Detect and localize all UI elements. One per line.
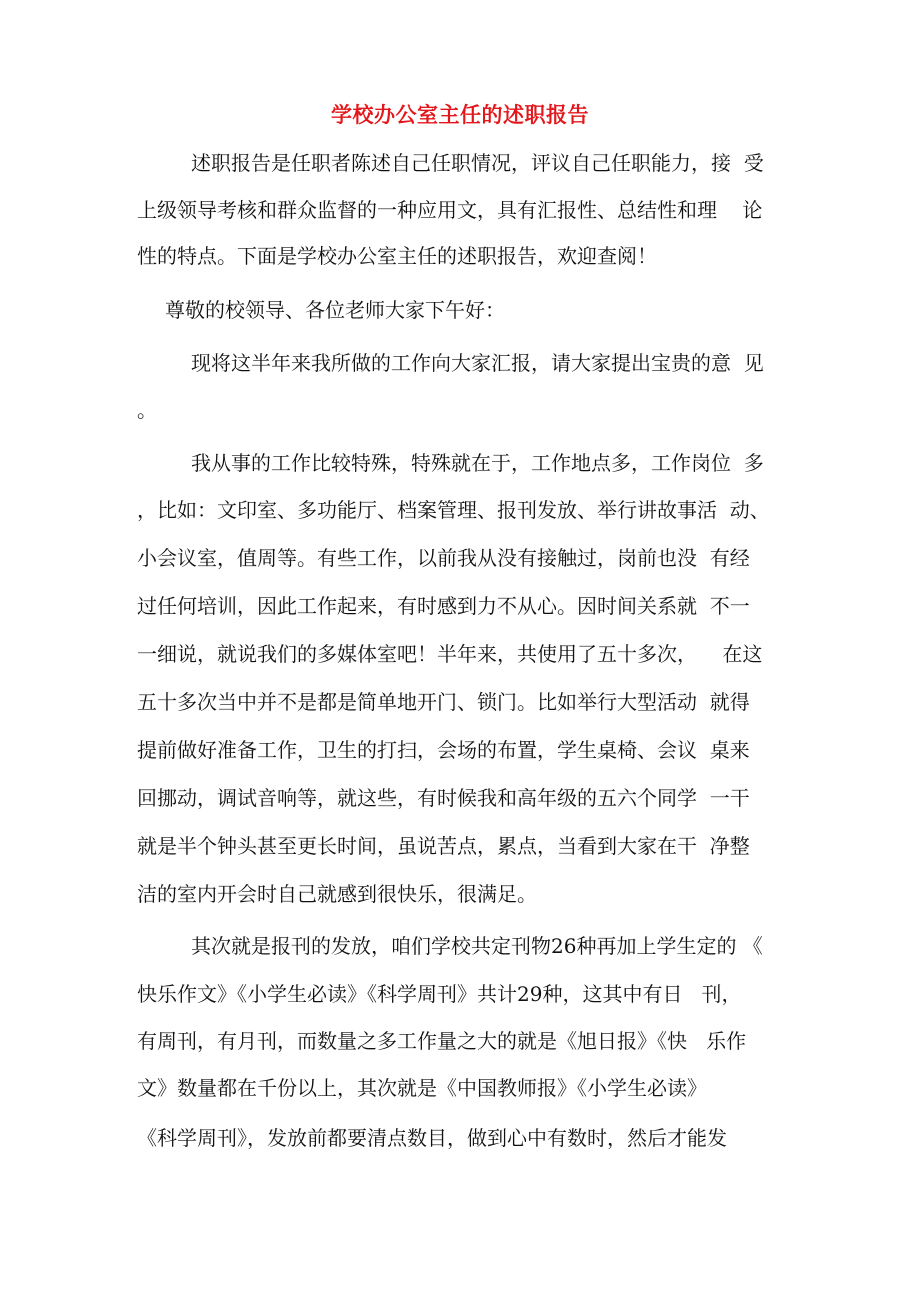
- text-line: 小会议室，值周等。有些工作，以前我从没有接触过，岗前也没 有经: [137, 546, 750, 570]
- text-line: 一细说，就说我们的多媒体室吧！半年来，共使用了五十多次， 在这: [137, 642, 763, 666]
- text-line: 述职报告是任职者陈述自己任职情况，评议自己任职能力，接 受: [191, 151, 764, 175]
- text-line: 过任何培训，因此工作起来，有时感到力不从心。因时间关系就 不一: [137, 594, 750, 618]
- text-line: 就是半个钟头甚至更长时间，虽说苦点，累点，当看到大家在干 净整: [137, 834, 750, 858]
- text-line: 快乐作文》《小学生必读》《科学周刊》共计29种，这其中有日 刊，: [137, 982, 742, 1006]
- text-line: 五十多次当中并不是都是简单地开门、锁门。比如举行大型活动 就得: [137, 690, 750, 714]
- salutation: 尊敬的校领导、各位老师大家下午好：: [165, 298, 505, 322]
- text-line: 性的特点。下面是学校办公室主任的述职报告，欢迎查阅！: [137, 244, 657, 268]
- document-title: 学校办公室主任的述职报告: [331, 102, 589, 127]
- text-line: 。: [137, 398, 157, 422]
- text-line: 其次就是报刊的发放，咱们学校共定刊物26种再加上学生定的 《: [191, 934, 763, 958]
- text-line: 上级领导考核和群众监督的一种应用文，具有汇报性、总结性和理 论: [137, 198, 763, 222]
- text-line: 现将这半年来我所做的工作向大家汇报，请大家提出宝贵的意 见: [191, 351, 764, 375]
- text-line: 洁的室内开会时自己就感到很快乐，很满足。: [137, 882, 537, 906]
- text-line: 有周刊，有月刊，而数量之多工作量之大的就是《旭日报》《快 乐作: [137, 1029, 747, 1053]
- text-line: ，比如：文印室、多功能厅、档案管理、报刊发放、举行讲故事活 动、: [137, 498, 770, 522]
- text-line: 提前做好准备工作，卫生的打扫，会场的布置，学生桌椅、会议 桌来: [137, 738, 750, 762]
- text-line: 回挪动，调试音响等，就这些，有时候我和高年级的五六个同学 一干: [137, 786, 750, 810]
- text-line: 我从事的工作比较特殊，特殊就在于，工作地点多，工作岗位 多: [191, 451, 764, 475]
- text-line: 文》数量都在千份以上，其次就是《中国教师报》《小学生必读》: [137, 1076, 707, 1100]
- text-line: 《科学周刊》，发放前都要清点数目，做到心中有数时，然后才能发: [137, 1126, 727, 1150]
